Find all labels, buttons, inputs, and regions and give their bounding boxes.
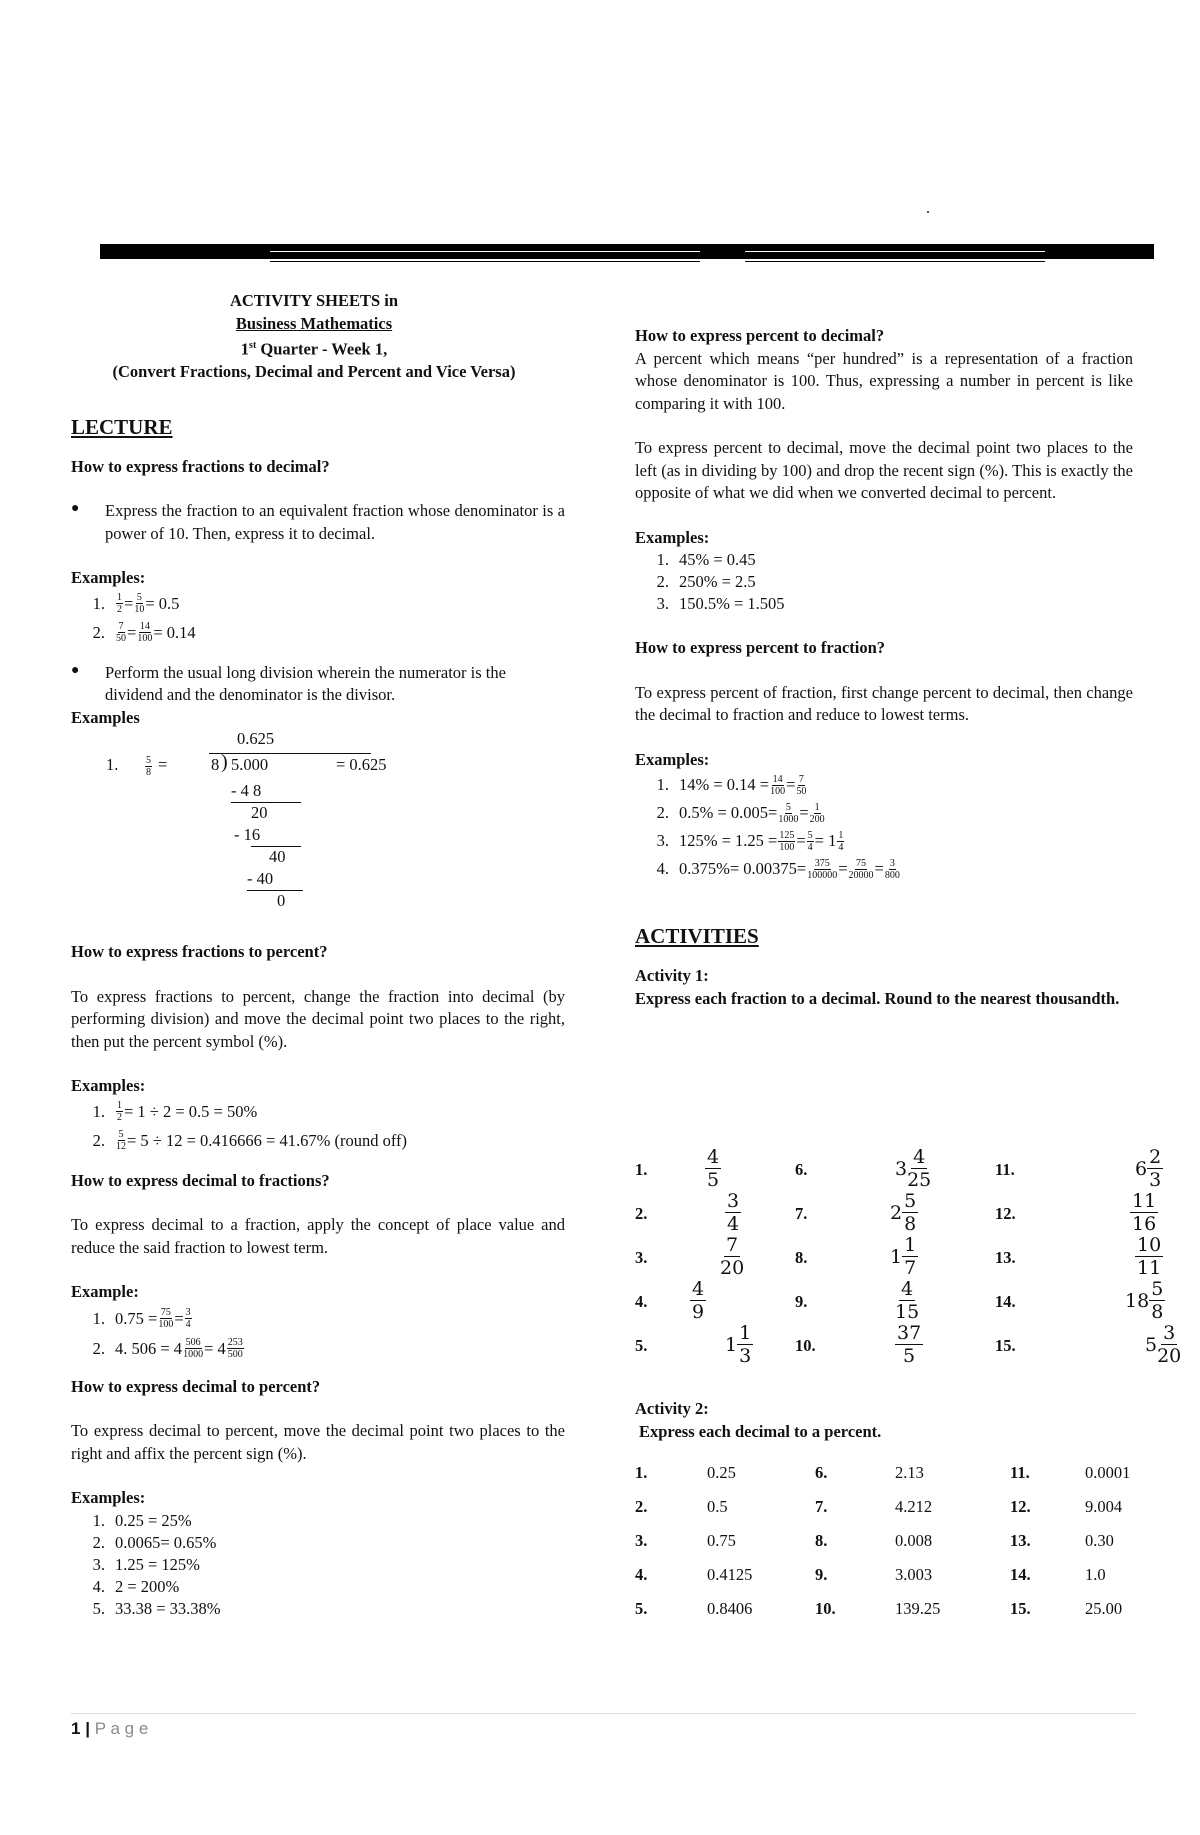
activity-1-item-number: 5. — [635, 1336, 648, 1355]
activity-2-item-value: 0.0001 — [1085, 1463, 1131, 1482]
s3-example-label: Example: — [71, 1282, 139, 1301]
s4-example: 1. 0.25 = 25% — [92, 1510, 192, 1530]
header-rule-under-1 — [270, 261, 700, 262]
activity-2-title: Activity 2: — [635, 1399, 709, 1418]
s3-examples — [71, 1304, 565, 1364]
activity-2-item-value: 9.004 — [1085, 1497, 1123, 1516]
fraction: 11 16 — [1132, 1190, 1157, 1235]
s1-examples-label: Examples: — [71, 568, 146, 587]
s2-text: To express fractions to percent, change the fraction into decimal (by performing division) and move the decimal point two places to the right, then put the percent symbol (%). — [71, 986, 565, 1051]
fraction: 3 20 — [1157, 1322, 1182, 1367]
activity-2-item-number: 14. — [1010, 1565, 1031, 1584]
activity-2-item-number: 8. — [815, 1531, 828, 1550]
activity-1-grid — [635, 1146, 1182, 1370]
activity-2-item-value: 0.25 — [707, 1463, 736, 1482]
activity-1-item-number: 3. — [635, 1248, 648, 1267]
activity-2-item-number: 3. — [635, 1531, 648, 1550]
doc-topic: (Convert Fractions, Decimal and Percent and Vice Versa) — [112, 362, 516, 381]
s3-example-2: 2. 4. 506 = 4 $\frac{506}{1000}$ = 4 $\frac{253}{500}$ — [92, 1337, 243, 1360]
s5-example: 1. 45% = 0.45 — [656, 550, 756, 569]
whole-number: 2 — [890, 1201, 903, 1224]
activity-2-item-value: 4.212 — [895, 1497, 933, 1516]
activity-2-item-number: 13. — [1010, 1531, 1031, 1550]
s3-question: How to express decimal to fractions? — [71, 1170, 330, 1190]
activity-1-item-number: 7. — [795, 1204, 808, 1223]
doc-quarter: 1st Quarter - Week 1, — [240, 339, 388, 359]
activity-2-item-value: 0.75 — [707, 1531, 736, 1550]
s2-example-2: 2. $\frac{5}{12}$ = 5 ÷ 12 = 0.416666 = 41.67% (round off) — [92, 1129, 408, 1152]
activity-2-item-number: 9. — [815, 1565, 828, 1584]
stray-dot — [927, 211, 929, 213]
s6-examples-label: Examples: — [635, 749, 710, 769]
fraction: 1 3 — [739, 1322, 752, 1367]
whole-number: 6 — [1135, 1157, 1148, 1180]
activity-1-item-fraction — [890, 1190, 918, 1235]
s2-examples — [71, 1098, 565, 1156]
activity-1-item-number: 11. — [995, 1160, 1015, 1179]
footer-rule — [71, 1713, 1136, 1714]
s5-example: 2. 250% = 2.5 — [656, 572, 756, 591]
activity-1-item-number: 4. — [635, 1292, 648, 1311]
s1-example-2: 2. $\frac{7}{50}$ = $\frac{14}{100}$ = 0.14 — [92, 621, 196, 644]
activity-1-item-fraction — [1145, 1322, 1181, 1367]
fraction: 4 15 — [895, 1278, 920, 1323]
page-label: P a g e — [94, 1719, 149, 1738]
activity-1-item-number: 10. — [795, 1336, 816, 1355]
whole-number: 5 — [1145, 1333, 1158, 1356]
whole-number: 1 — [890, 1245, 903, 1268]
fraction: 4 5 — [707, 1146, 720, 1191]
activity-1-item-fraction — [720, 1234, 744, 1279]
s4-text: To express decimal to percent, move the decimal point two places to the right and affix the percent sign (%). — [71, 1421, 565, 1463]
s1-bullet-2: ● Perform the usual long division wherein the numerator is the dividend and the denominator is the divisor. — [71, 662, 565, 707]
s1-example-1: 1. $\frac{1}{2}$ = $\frac{5}{10}$ = 0.5 — [92, 592, 180, 615]
s2-examples-label: Examples: — [71, 1076, 146, 1095]
s5-examples — [635, 549, 1133, 615]
page-separator: | — [85, 1719, 90, 1738]
activity-2-item-number: 12. — [1010, 1497, 1031, 1516]
activity-2-item-number: 7. — [815, 1497, 828, 1516]
activity-1-item-number: 1. — [635, 1160, 648, 1179]
fraction: 37 5 — [897, 1322, 922, 1367]
s1-examples — [71, 590, 565, 648]
activity-2-item-number: 5. — [635, 1599, 648, 1618]
s6-example-4: 4. 0.375%= 0.00375= $\frac{375}{100000}$ = $\frac{75}{20000}$ = $\frac{3}{800}$ — [656, 857, 900, 881]
header-rule-thin-1 — [270, 251, 700, 252]
s3-example-1: 1. 0.75 = $\frac{75}{100}$ = $\frac{3}{4}$ — [92, 1307, 191, 1330]
s4-example: 3. 1.25 = 125% — [92, 1554, 200, 1574]
activity-1-item-fraction — [725, 1190, 741, 1235]
whole-number: 18 — [1125, 1289, 1150, 1312]
activity-2-item-value: 0.5 — [707, 1497, 728, 1516]
fraction: 5 8 — [1151, 1278, 1164, 1323]
s4-example: 5. 33.38 = 33.38% — [92, 1598, 221, 1618]
activity-1-instructions: Express each fraction to a decimal. Round to the nearest thousandth. — [635, 988, 1120, 1008]
activity-2-item-value: 0.8406 — [707, 1599, 753, 1618]
activity-1-item-fraction — [705, 1146, 721, 1191]
doc-subject: Business Mathematics — [235, 313, 393, 333]
activity-1-item-fraction — [725, 1322, 753, 1367]
s1-question: How to express fractions to decimal? — [71, 456, 330, 476]
activity-2-item-number: 6. — [815, 1463, 828, 1482]
activity-2-item-value: 0.008 — [895, 1531, 933, 1550]
page-footer — [71, 1719, 148, 1739]
s4-example: 2. 0.0065= 0.65% — [92, 1532, 217, 1552]
right-column — [635, 325, 1133, 1010]
activity-1-item-fraction — [1135, 1146, 1163, 1191]
fraction: 3 4 — [727, 1190, 740, 1235]
activity-2-header — [635, 1398, 1135, 1443]
activity-1-item-fraction — [1135, 1234, 1163, 1279]
s6-example-3: 3. 125% = 1.25 = $\frac{125}{100}$ = $\frac{5}{4}$ = 1 $\frac{1}{4}$ — [656, 829, 844, 853]
s6-examples — [635, 771, 1133, 883]
s4-example: 4. 2 = 200% — [92, 1576, 180, 1596]
s5-text-2: To express percent to decimal, move the decimal point two places to the left (as in dividing by 100) and drop the recent sign (%). This is exactly the opposite of what we did when we converted decimal to percent. — [635, 438, 1133, 502]
activity-1-item-fraction — [895, 1278, 919, 1323]
fraction: 4 25 — [907, 1146, 932, 1191]
fraction: 7 20 — [720, 1234, 745, 1279]
doc-title: ACTIVITY SHEETS in — [229, 291, 399, 310]
lecture-heading: LECTURE — [71, 414, 173, 439]
activity-2-item-value: 25.00 — [1085, 1599, 1123, 1618]
s5-text-1: A percent which means “per hundred” is a representation of a fraction whose denominator is 100. Thus, expressing a number in percent is like comparing it with 100. — [635, 348, 1133, 413]
activity-2-item-value: 3.003 — [895, 1565, 933, 1584]
activity-1-item-fraction — [1130, 1190, 1158, 1235]
s6-example-2: 2. 0.5% = 0.005= $\frac{5}{1000}$ = $\frac{1}{200}$ — [656, 801, 825, 825]
left-column — [71, 290, 565, 1620]
s6-text: To express percent of fraction, first change percent to decimal, then change the decimal to fraction and reduce to lowest terms. — [635, 682, 1133, 724]
fraction: 1 7 — [904, 1234, 917, 1279]
activity-1-item-fraction — [1125, 1278, 1165, 1323]
activity-1-item-fraction — [690, 1278, 706, 1323]
activities-heading: ACTIVITIES — [635, 924, 759, 948]
s2-question: How to express fractions to percent? — [71, 942, 328, 961]
activity-1-item-number: 12. — [995, 1204, 1016, 1223]
whole-number: 1 — [725, 1333, 738, 1356]
activity-2-item-number: 10. — [815, 1599, 836, 1618]
activity-2-grid — [635, 1463, 1175, 1643]
activity-1-item-fraction — [895, 1322, 923, 1367]
activity-1-item-number: 13. — [995, 1248, 1016, 1267]
bullet-icon: ● — [71, 662, 80, 678]
fraction: 4 9 — [692, 1278, 705, 1323]
activity-2-item-number: 15. — [1010, 1599, 1031, 1618]
s4-question: How to express decimal to percent? — [71, 1376, 321, 1396]
bullet-icon: ● — [71, 501, 80, 516]
activity-2-item-value: 1.0 — [1085, 1565, 1106, 1584]
s4-examples-label: Examples: — [71, 1488, 146, 1507]
activity-1-item-number: 15. — [995, 1336, 1016, 1355]
activity-1-item-fraction — [895, 1146, 931, 1191]
s2-example-1: 1. $\frac{1}{2}$ = 1 ÷ 2 = 0.5 = 50% — [92, 1100, 258, 1123]
activity-2-item-number: 1. — [635, 1463, 648, 1482]
activity-1-item-number: 9. — [795, 1292, 808, 1311]
long-division: 0.625 1. $\frac{5}{8}$ = 8 ) 5.000 = 0.625 - 4 8 20 - 16 40 - 40 0 — [106, 729, 387, 910]
header-rule-under-2 — [745, 261, 1045, 262]
activity-1-item-number: 14. — [995, 1292, 1016, 1311]
whole-number: 3 — [895, 1157, 908, 1180]
activity-2-item-value: 2.13 — [895, 1463, 924, 1482]
fraction: 10 11 — [1137, 1234, 1162, 1279]
s3-text: To express decimal to a fraction, apply the concept of place value and reduce the said fraction to lowest term. — [71, 1215, 565, 1257]
activity-2-item-value: 0.4125 — [707, 1565, 753, 1584]
fraction: 5 8 — [904, 1190, 917, 1235]
doc-header — [63, 290, 565, 384]
s5-example: 3. 150.5% = 1.505 — [656, 594, 785, 613]
s4-examples — [71, 1510, 565, 1620]
activity-2-item-number: 2. — [635, 1497, 648, 1516]
activity-2-item-number: 11. — [1010, 1463, 1030, 1482]
activity-1-item-number: 2. — [635, 1204, 648, 1223]
activity-2-item-number: 4. — [635, 1565, 648, 1584]
s5-examples-label: Examples: — [635, 527, 710, 547]
s5-question: How to express percent to decimal? — [635, 326, 885, 345]
activity-2-instructions: Express each decimal to a percent. — [639, 1421, 882, 1441]
activity-1-item-number: 6. — [795, 1160, 808, 1179]
activity-1-title: Activity 1: — [635, 966, 709, 985]
s6-question: How to express percent to fraction? — [635, 638, 886, 657]
s6-example-1: 1. 14% = 0.14 = $\frac{14}{100}$ = $\frac{7}{50}$ — [656, 773, 807, 797]
activity-1-item-fraction — [890, 1234, 918, 1279]
header-rule-thin-2 — [745, 251, 1045, 252]
activity-2-item-value: 0.30 — [1085, 1531, 1114, 1550]
activity-1-item-number: 8. — [795, 1248, 808, 1267]
fraction: 2 3 — [1149, 1146, 1162, 1191]
s1-bullet-1: ● Express the fraction to an equivalent fraction whose denominator is a power of 10. Then, express it to decimal. — [71, 500, 565, 545]
s1-examples2-label: Examples — [71, 707, 140, 727]
activity-2-item-value: 139.25 — [895, 1599, 941, 1618]
page-number: 1 — [71, 1719, 81, 1738]
